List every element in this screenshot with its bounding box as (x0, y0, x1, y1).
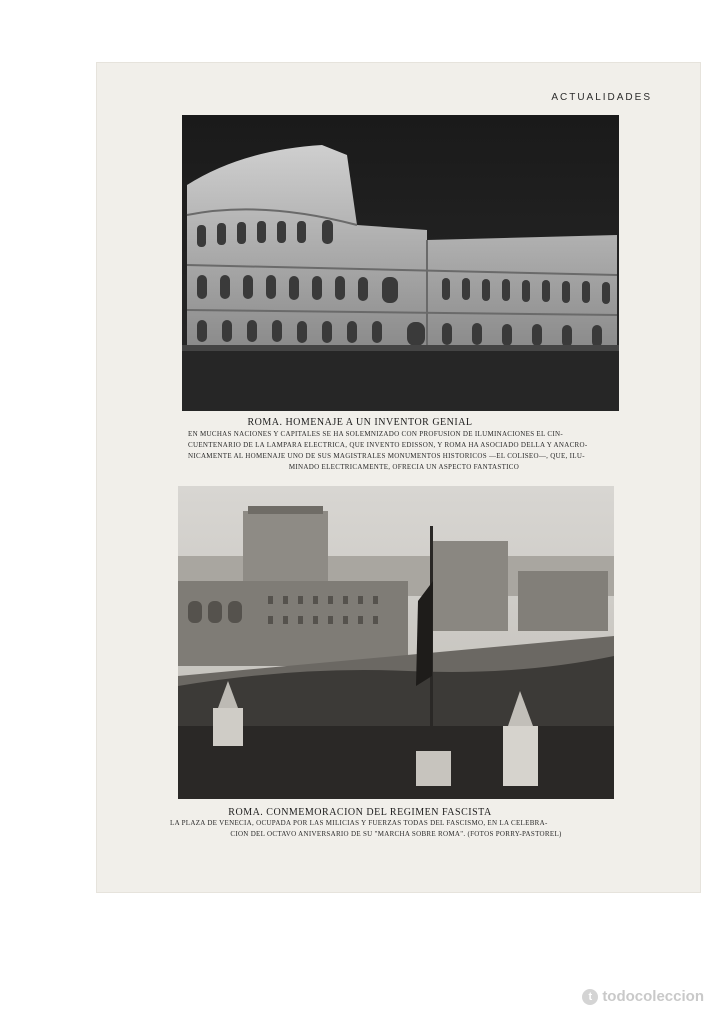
watermark-logo (582, 988, 704, 1005)
caption-line: MINADO ELECTRICAMENTE, OFRECIA UN ASPECTO FANTASTICO (288, 463, 520, 471)
caption-line: EN MUCHAS NACIONES Y CAPITALES SE HA SOLEMNIZADO CON PROFUSION DE ILUMINACIONES EL CIN- (188, 430, 563, 438)
caption-line: CION DEL OCTAVO ANIVERSARIO DE SU "MARCHA SOBRE ROMA". (FOTOS PORRY-PASTOREL) (230, 830, 562, 838)
section-title: ACTUALIDADES (551, 92, 652, 103)
caption-line: LA PLAZA DE VENECIA, OCUPADA POR LAS MILICIAS Y FUERZAS TODAS DEL FASCISMO, EN LA CELEBRA- (170, 819, 548, 827)
photo1-caption-title: ROMA. HOMENAJE A UN INVENTOR GENIAL (247, 417, 473, 428)
photo2-caption-body (170, 818, 622, 840)
photo2-caption-title: ROMA. CONMEMORACION DEL REGIMEN FASCISTA (228, 807, 492, 818)
watermark-badge-icon: t (582, 989, 598, 1005)
caption-line: CUENTENARIO DE LA LAMPARA ELECTRICA, QUE INVENTO EDISSON, Y ROMA HA ASOCIADO DELLA Y ANACRO- (188, 441, 588, 449)
piazza-venezia-photo (178, 486, 614, 799)
watermark-text: todocoleccion (602, 988, 704, 1005)
colosseum-photo (182, 115, 619, 411)
photo1-caption-body (188, 429, 620, 473)
caption-line: NICAMENTE AL HOMENAJE UNO DE SUS MAGISTRALES MONUMENTOS HISTORICOS —EL COLISEO—, QUE, ILU- (188, 452, 585, 460)
